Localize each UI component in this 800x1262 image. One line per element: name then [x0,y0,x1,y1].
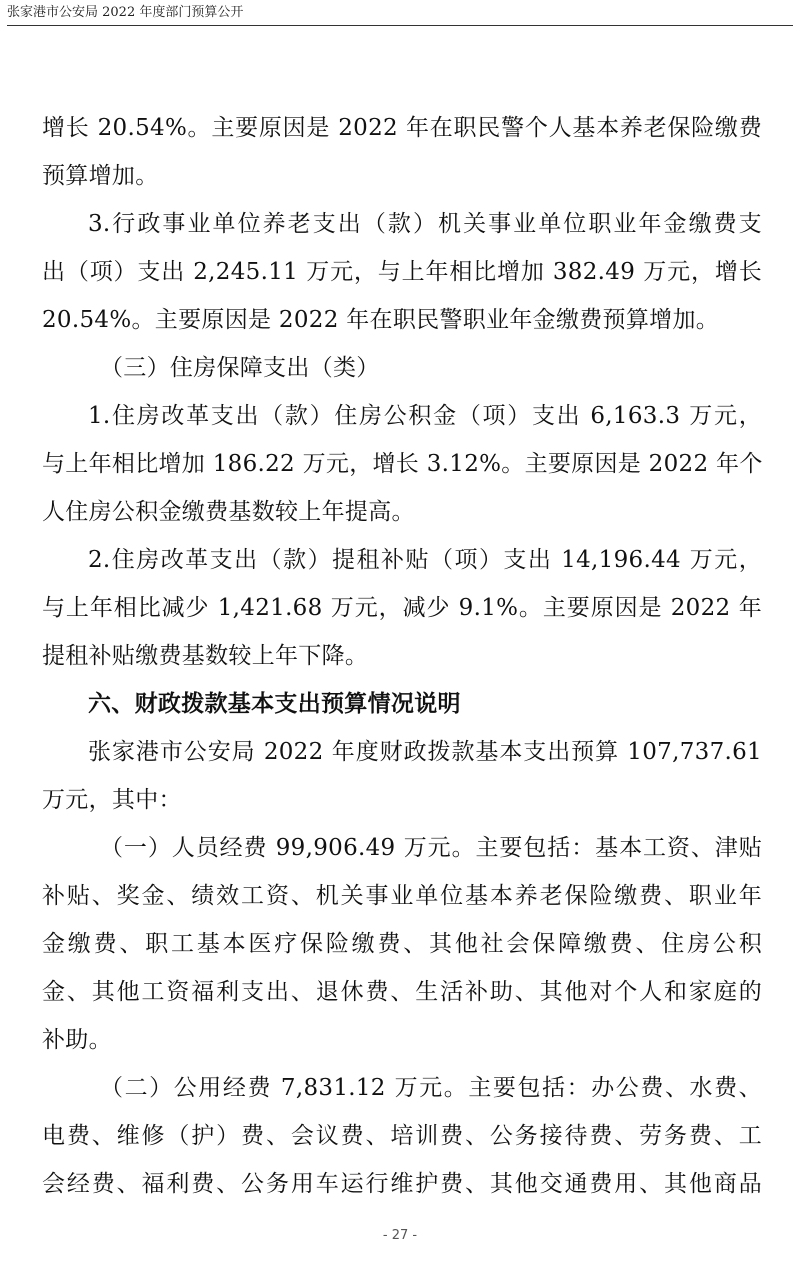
paragraph-line: 与上年相比增加 186.22 万元，增长 3.12%。主要原因是 2022 年个 [42,451,763,477]
paragraph-line: 增长 20.54%。主要原因是 2022 年在职民警个人基本养老保险缴费 [42,115,762,141]
paragraph-line: 20.54%。主要原因是 2022 年在职民警职业年金缴费预算增加。 [42,307,720,333]
paragraph-line: 金缴费、职工基本医疗保险缴费、其他社会保障缴费、住房公积 [42,931,762,957]
paragraph-line: 会经费、福利费、公务用车运行维护费、其他交通费用、其他商品 [42,1171,762,1197]
paragraph-line: （一）人员经费 99,906.49 万元。主要包括：基本工资、津贴 [100,835,762,861]
paragraph-line: （二）公用经费 7,831.12 万元。主要包括：办公费、水费、 [100,1075,762,1101]
paragraph-line: 补贴、奖金、绩效工资、机关事业单位基本养老保险缴费、职业年 [42,883,762,909]
paragraph-line: 预算增加。 [42,163,159,189]
paragraph-line: 补助。 [42,1027,112,1053]
section-heading: 六、财政拨款基本支出预算情况说明 [88,690,461,717]
paragraph-line: 张家港市公安局 2022 年度财政拨款基本支出预算 107,737.61 [88,739,762,765]
paragraph-line: 人住房公积金缴费基数较上年提高。 [42,499,415,525]
body-text [42,104,762,1208]
paragraph-line: 金、其他工资福利支出、退休费、生活补助、其他对个人和家庭的 [42,979,762,1005]
paragraph-line: 1.住房改革支出（款）住房公积金（项）支出 6,163.3 万元， [88,403,762,429]
paragraph-line: 与上年相比减少 1,421.68 万元，减少 9.1%。主要原因是 2022 年 [42,595,762,621]
paragraph-line: 电费、维修（护）费、会议费、培训费、公务接待费、劳务费、工 [42,1123,762,1149]
paragraph-line: 3.行政事业单位养老支出（款）机关事业单位职业年金缴费支 [88,211,762,237]
paragraph-line: 2.住房改革支出（款）提租补贴（项）支出 14,196.44 万元， [88,547,762,573]
paragraph-line: 提租补贴缴费基数较上年下降。 [42,643,369,669]
paragraph-line: 出（项）支出 2,245.11 万元，与上年相比增加 382.49 万元，增长 [42,259,762,285]
running-header: 张家港市公安局 2022 年度部门预算公开 [7,3,793,26]
page-number: - 27 - [382,1228,418,1243]
section-subheading: （三）住房保障支出（类） [100,355,380,381]
paragraph-line: 万元，其中： [42,787,182,813]
